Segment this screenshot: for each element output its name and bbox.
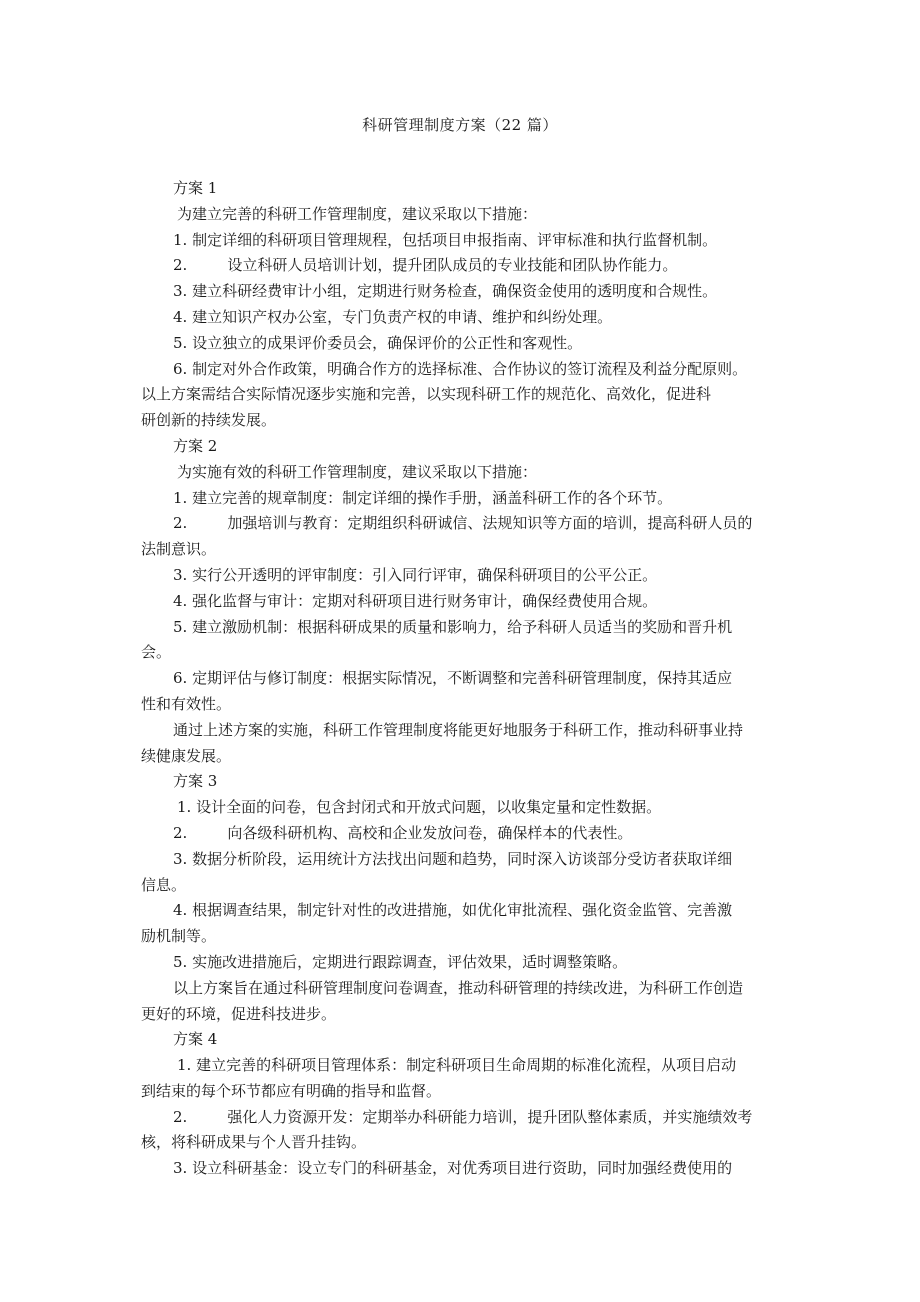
list-item: 4. 强化监督与审计：定期对科研项目进行财务审计，确保经费使用合规。 xyxy=(173,591,658,610)
list-item: 1. 建立完善的规章制度：制定详细的操作手册，涵盖科研工作的各个环节。 xyxy=(173,488,673,507)
list-text: 设立科研人员培训计划，提升团队成员的专业技能和团队协作能力。 xyxy=(227,256,678,275)
list-item: 3. 实行公开透明的评审制度：引入同行评审，确保科研项目的公平公正。 xyxy=(173,565,658,584)
list-item xyxy=(141,821,791,847)
section-heading-1: 方案 1 xyxy=(173,179,218,197)
list-item xyxy=(141,511,791,537)
conclusion-line: 续健康发展。 xyxy=(141,746,232,765)
list-item-continuation: 到结束的每个环节都应有明确的指导和监督。 xyxy=(141,1081,442,1100)
list-item: 3. 设立科研基金：设立专门的科研基金，对优秀项目进行资助，同时加强经费使用的 xyxy=(173,1159,733,1178)
list-item: 6. 制定对外合作政策，明确合作方的选择标准、合作协议的签订流程及利益分配原则。 xyxy=(173,359,748,378)
section-intro-2: 为实施有效的科研工作管理制度，建议采取以下措施： xyxy=(177,462,538,481)
list-item: 1. 建立完善的科研项目管理体系：制定科研项目生命周期的标准化流程，从项目启动 xyxy=(177,1056,737,1075)
list-number: 2. xyxy=(173,256,188,275)
list-item-continuation: 性和有效性。 xyxy=(141,694,232,713)
list-item: 6. 定期评估与修订制度：根据实际情况，不断调整和完善科研管理制度，保持其适应 xyxy=(173,669,733,688)
list-item: 3. 数据分析阶段，运用统计方法找出问题和趋势，同时深入访谈部分受访者获取详细 xyxy=(173,849,733,868)
list-item: 1. 设计全面的问卷，包含封闭式和开放式问题，以收集定量和定性数据。 xyxy=(177,798,662,817)
list-item-continuation: 法制意识。 xyxy=(141,540,217,559)
list-text: 向各级科研机构、高校和企业发放问卷，确保样本的代表性。 xyxy=(227,823,633,842)
list-item: 5. 实施改进措施后，定期进行跟踪调查，评估效果，适时调整策略。 xyxy=(173,952,628,971)
list-text: 强化人力资源开发：定期举办科研能力培训，提升团队整体素质，并实施绩效考 xyxy=(227,1107,753,1126)
section-heading-4: 方案 4 xyxy=(173,1030,218,1049)
list-item xyxy=(141,253,791,279)
list-number: 2. xyxy=(173,823,188,842)
list-text: 加强培训与教育：定期组织科研诚信、法规知识等方面的培训，提高科研人员的 xyxy=(227,514,753,533)
document-title: 科研管理制度方案（22 篇） xyxy=(362,116,558,134)
list-item xyxy=(141,1105,791,1131)
section-intro-1: 为建立完善的科研工作管理制度，建议采取以下措施： xyxy=(177,204,538,223)
list-item: 3. 建立科研经费审计小组，定期进行财务检查，确保资金使用的透明度和合规性。 xyxy=(173,282,718,301)
list-item-continuation: 信息。 xyxy=(141,875,187,894)
conclusion-line: 通过上述方案的实施，科研工作管理制度将能更好地服务于科研工作，推动科研事业持 xyxy=(173,720,744,739)
conclusion-line: 以上方案旨在通过科研管理制度问卷调查，推动科研管理的持续改进，为科研工作创造 xyxy=(173,978,744,997)
list-item-continuation: 核，将科研成果与个人晋升挂钩。 xyxy=(141,1133,367,1152)
conclusion-line: 研创新的持续发展。 xyxy=(141,411,277,430)
conclusion-line: 更好的环境，促进科技进步。 xyxy=(141,1004,337,1023)
list-item: 5. 设立独立的成果评价委员会，确保评价的公正性和客观性。 xyxy=(173,333,583,352)
list-number: 2. xyxy=(173,1107,188,1126)
section-heading-3: 方案 3 xyxy=(173,772,218,791)
document-body xyxy=(141,176,791,1182)
list-item-continuation: 励机制等。 xyxy=(141,927,217,946)
list-item: 5. 建立激励机制：根据科研成果的质量和影响力，给予科研人员适当的奖励和晋升机 xyxy=(173,617,733,636)
list-number: 2. xyxy=(173,514,188,533)
list-item-continuation: 会。 xyxy=(141,643,172,662)
list-item: 4. 根据调查结果，制定针对性的改进措施，如优化审批流程、强化资金监管、完善激 xyxy=(173,901,733,920)
conclusion-line: 以上方案需结合实际情况逐步实施和完善，以实现科研工作的规范化、高效化，促进科 xyxy=(141,385,712,404)
list-item: 1. 制定详细的科研项目管理规程，包括项目申报指南、评审标准和执行监督机制。 xyxy=(173,230,718,249)
section-heading-2: 方案 2 xyxy=(173,436,218,455)
list-item: 4. 建立知识产权办公室，专门负责产权的申请、维护和纠纷处理。 xyxy=(173,307,613,326)
